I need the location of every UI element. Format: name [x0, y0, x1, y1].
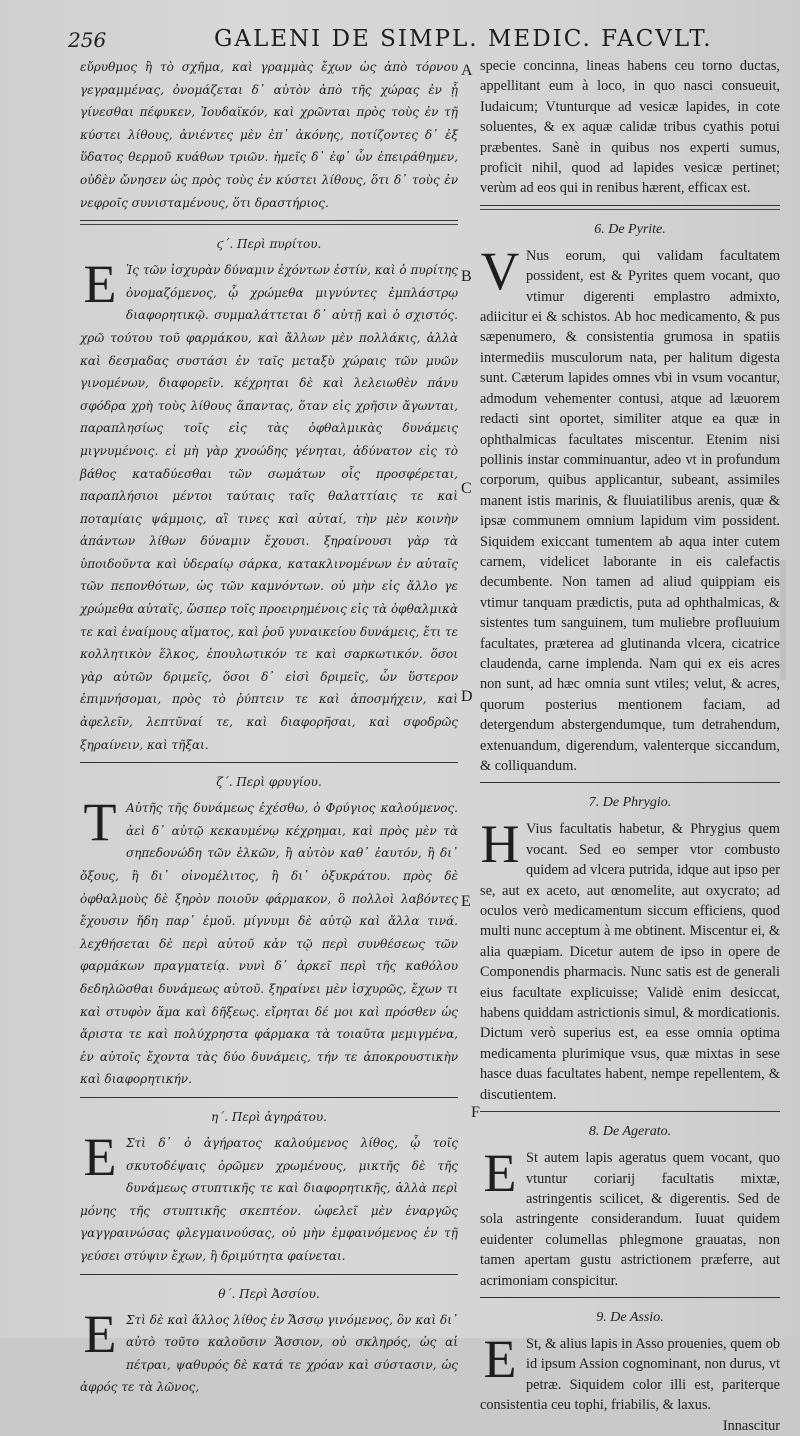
greek-heading-phrygio: ζ΄. Περὶ φρυγίου. — [216, 775, 322, 790]
latin-text-phrygio: Vius facultatis habetur, & Phrygius quem vocant. Sed eo semper vtor combusto quidem ad vlcera putrida, idque aut ipso per se, aut ex aceto, aut œnomelite, aut oxycrato; ad oculos verò medicamentum siccum efficiens, quod multi nunc acceptum à me obtinent. Miscentur ei, & alia quæpiam. Dicetur autem de ipso in opere de Componendis pharmacis. Nunc satis est de generali eius facultate explicuisse; Validè enim desiccat, habens quiddam astrictionis simul, & mordicationis. Dictum verò superius est, ea esse omnia optima medicamenta plurimique vsus, quæ mixtas in sese hasce duas facultates habent, nempe repellentem, & discutientem. — [480, 821, 780, 1103]
section-divider — [480, 205, 780, 206]
greek-heading-assio: θ΄. Περὶ Ἀσσίου. — [218, 1286, 320, 1301]
margin-letter-f: F — [471, 1104, 480, 1121]
greek-text-assio: Στὶ δὲ καὶ ἄλλος λίθος ἐν Ἄσσῳ γινόμενος, ὃν καὶ δι᾽ αὐτὸ τοῦτο καλοῦσιν Ἄσσιον, οὐ σκληρός, ὡς αἱ πέτραι, ψαθυρός δὲ κατά τε χρόαν καὶ σύστασιν, ὡς ἀφρός τε τὰ λῶνος, — [80, 1312, 458, 1395]
latin-heading-agerato: 8. De Agerato. — [588, 1124, 672, 1140]
margin-letter-c: C — [461, 480, 472, 497]
greek-text-phrygio: Αὐτῆς τῆς δυνάμεως ἐχέσθω, ὁ Φρύγιος καλούμενος. ἀεὶ δ᾽ αὐτῷ κεκαυμένῳ κέχρημαι, καὶ πρὸς μὲν τὰ σηπεδονώδη τῶν ἑλκῶν, ἢ αὐτὸν καθ᾽ ἑαυτόν, ἢ δι᾽ ὄξους, ἢ δι᾽ οἰνομέλιτος, ἢ δι᾽ ὀξυκράτου. πρὸς δὲ ὀφθαλμοὺς δὲ ξηρὸν ποιοῦν φάρμακον, ὃ πολλοὶ λαβόντες ἔχουσιν ἤδη παρ᾽ ἐμοῦ. μίγνυμι δὲ αὐτῷ καὶ ἄλλα τινά. λεχθήσεται δὲ περὶ αὐτοῦ κἀν τῷ περὶ συνθέσεως τῶν φαρμάκων πραγματείᾳ. νυνὶ δ᾽ ἀρκεῖ περὶ τῆς καθόλου δεδηλῶσθαι δυνάμεως αὐτοῦ. ξηραίνει μὲν ἰσχυρῶς, ἔχων τι καὶ στυφὸν ἅμα καὶ δῆξεως. εἴρηται δέ μοι καὶ πρόσθεν ὡς ἄριστα τε καὶ πολύχρηστα φάρμακα τὰ τοιαῦτα μεμιγμένα, ἐν αὐτοῖς ἔχοντα τὰς δύο δυνάμεις, τήν τε ἀποκρουστικὴν καὶ διαφορητικήν. — [80, 801, 458, 1087]
latin-section-agerato — [480, 1143, 780, 1291]
greek-section-agerato — [80, 1126, 458, 1268]
section-divider — [480, 1297, 780, 1298]
greek-section-assio — [80, 1303, 458, 1399]
drop-capital: H — [480, 814, 520, 875]
greek-section-pyrite — [80, 254, 458, 756]
latin-section-pyrite — [480, 240, 780, 777]
drop-capital: Ε — [83, 254, 117, 315]
greek-intro: εὔρυθμος ἢ τὸ σχῆμα, καὶ γραμμὰς ἔχων ὡς ἀπὸ τόρνου γεγραμμένας, ὀνομάζεται δ᾽ αὐτὸν ἀπὸ τῆς χώρας ἐν ᾗ γίνεσθαι πέφυκεν, Ἰουδαϊκόν, καὶ χρῶνται πρὸς τοὺς ἐν τῇ κύστει λίθους, ἀνιέντες μὲν ἐπ᾽ ἀκόνης, ποτίζοντες δ᾽ ἐξ ὕδατος θερμοῦ κυάθων τριῶν. ἡμεῖς δ᾽ ἐφ᾽ ὧν ἐπειράθημεν, οὐδὲν ὤνησεν ὡς πρὸς τοὺς ἐν κύστει λίθους, ὅτι δ᾽ τοὺς ἐν νεφροῖς συνισταμένους, ὅτι δραστήριος. — [80, 60, 458, 210]
latin-section-assio — [480, 1328, 780, 1416]
section-divider — [80, 224, 458, 225]
latin-heading-assio: 9. De Assio. — [596, 1309, 664, 1325]
greek-heading-pyrite: ϛ΄. Περὶ πυρίτου. — [216, 237, 322, 252]
greek-heading-agerato: η΄. Περὶ ἀγηράτου. — [211, 1109, 327, 1124]
latin-text-agerato: St autem lapis ageratus quem vocant, quo vtuntur coriarij facultatis mixtæ, astringentis scilicet, & digerentis. Sed de sola astringente considerandum. Iuuat quidem euidenter columellas phlegmone grauatas, non tamen apertam gustu astrictionem præferre, aut acrimoniam conspicitur. — [480, 1150, 780, 1289]
section-divider — [480, 782, 780, 783]
section-divider — [80, 1097, 458, 1098]
greek-text-pyrite: Ἰς τῶν ἰσχυρὰν δύναμιν ἐχόντων ἐστίν, καὶ ὁ πυρίτης ὀνομαζόμενος, ᾧ χρώμεθα μιγνύντες ἐμπλάστρῳ διαφορητικῷ. συμμαλάττεται δ᾽ αὐτῇ καὶ ὁ σχιστός. χρῶ τούτου τοῦ φαρμάκου, καὶ ἄλλων μὲν πολλάκις, ἀλλὰ καὶ δεσμαδας συστάσι ἐν ταῖς μεταξὺ χώραις τῶν μυῶν γινομένων, διαφορεῖν. κέχρηται δὲ καὶ λελειωθὲν πάνυ σφόδρα χρὴ τοὺς λίθους ἅπαντας, ὅταν εἰς χρῆσιν ἄγωνται, παραπλησίως τοῖς εἰς τὰς ὀφθαλμικὰς δυνάμεις μιγνυμένοις. εἰ μὴ γὰρ χνοώδης γένηται, ἀδύνατον εἰς τὸ βάθος καταδύεσθαι τῶν σωμάτων οἷς προσφέρεται, παραπλήσιοι μέντοι ταύταις ταῖς θαλαττίαις τε καὶ ποταμίαις ψάμμοις, αἳ τινες καὶ αὐταί, τὴν μὲν κοινὴν ἁπάντων λίθων δύναμιν ἔχουσι. ξηραίνουσι γὰρ τὰ ὑποιδοῦντα καὶ ὑδεραίῳ σάρκα, κατακλινομένων ἐν αὐταῖς τῶν πεπονθότων, ὡς τῶν καμνόντων. οὐ μὴν εἰς ἄλλο γε χρώμεθα αὐταῖς, ὥσπερ τοῖς προειρημένοις εἰς τὰ ὀφθαλμικὰ τε καὶ ἐναίμους αἵματος, καὶ ῥοῦ γυναικείου δυνάμεις, ἔτι τε κολλητικὸν ἕλκος, ἐπουλωτικόν τε καὶ σαρκωτικόν. ὅσοι γὰρ αὐτῶν δριμεῖς, ὅσοι δ᾽ εἰσὶ δριμεῖς, ὧν ὕστερον ἐπιμνήσομαι, πρὸς τὸ ῥύπτειν τε καὶ ἀποσμήχειν, καὶ ἀφελεῖν, λεπτῦναί τε, καὶ διαφορῆσαι, καὶ σφοδρῶς ξηραίνειν, καὶ τῆξαι. — [80, 263, 458, 752]
drop-capital: Ε — [83, 1126, 117, 1187]
drop-capital: Ε — [83, 1303, 117, 1364]
margin-letter-b: B — [461, 268, 472, 285]
latin-text-pyrite: Nus eorum, qui validam facultatem possident, est & Pyrites quem vocant, quo vtimur digerenti emplastro admixto, adiicitur ei & schistos. Ab hoc medicamento, & pus sæpenumero, & consistentia grumosa in spatiis intermediis musculorum nata, per halitum digesta sunt. Cæterum lapides omnes vbi in vsum vocantur, admodum vehementer contusi, atque ad læuorem redacti sint oportet, similiter atque ea quæ in ophthalmicas facultates miscentur. Etenim nisi pollinis instar comminuantur, adeo vt in profundum corporum, quibus applicantur, subeant, assimiles manent istis marinis, & fluuiatilibus arenis, quæ & ipsæ communem omnium lapidum vim possident. Siquidem exiccant tumentem ab aqua inter cutem carnem, videlicet laborante in eis calefactis decumbente. Non tamen ad aliud quippiam eis vtimur tanquam prædictis, puta ad ophthalmicas, & sistentes tum sanguinem, tum muliebre profluuium facultates, præterea ad glutinanda vlcera, cicatrice claudenda, carne implenda. Nam qui ex eis acres non sunt, ad hæc omnia sunt vtiles; velut, & acres, quorum posterius mentionem faciam, ad detergendum abstergendumque, tum detrahendum, extenuandum, digerendum, valenterque siccandum, & colliquandum. — [480, 247, 780, 774]
greek-text-agerato: Στὶ δ᾽ ὁ ἀγήρατος καλούμενος λίθος, ᾧ τοῖς σκυτοδέψαις ὁρῶμεν χρωμένους, μικτῆς δὲ τῆς δυνάμεως στυπτικῆς τε καὶ διαφορητικῆς, ἀλλὰ περὶ μόνης τῆς στυπτικῆς σκεπτέον. ὠφελεῖ μὲν ἐναργῶς γαγγραινώσας φλεγμαινούσας, οὐ μὴν ἐμφαινόμενος ἐν τῇ γεύσει στύψιν ἔχων, ἢ δριμύτητα φαίνεται. — [80, 1135, 458, 1263]
page-number: 256 — [68, 28, 107, 52]
margin-letter-a: A — [461, 62, 473, 79]
greek-section-phrygio — [80, 792, 458, 1091]
section-divider — [80, 762, 458, 763]
section-divider — [80, 220, 458, 221]
drop-capital: E — [483, 1143, 517, 1204]
page-edge-shadow — [780, 560, 786, 680]
catchword: Innascitur — [722, 1417, 780, 1434]
section-divider — [480, 209, 780, 210]
latin-column — [480, 56, 780, 1436]
latin-text-assio: St, & alius lapis in Asso prouenies, quem ob id ipsum Assion cognominant, non durus, vt petræ. Siquidem color illi est, pariterque consistentia ceu tophi, friabilis, & laxus. — [480, 1335, 780, 1414]
margin-letter-e: E — [461, 893, 471, 910]
drop-capital: E — [483, 1328, 517, 1389]
page-header — [62, 22, 782, 54]
latin-intro: specie concinna, lineas habens ceu torno ductas, appellitant eum à loco, in quo nasci consueuit, Iudaicum; Vtunturque ad vesicæ lapides, in cote soluentes, & ex aquæ calidæ tribus cyathis potui præbentes. Sanè in quibus nos experti sumus, proficit nihil, quod ad lapides vesicæ pertinet; verùm ad eos qui in renibus hærent, efficax est. — [480, 58, 780, 197]
section-divider — [480, 1111, 780, 1112]
drop-capital: Τ — [83, 792, 117, 853]
latin-heading-pyrite: 6. De Pyrite. — [594, 221, 666, 237]
section-divider — [80, 1274, 458, 1275]
drop-capital: V — [480, 240, 520, 301]
latin-heading-phrygio: 7. De Phrygio. — [588, 795, 672, 811]
latin-section-phrygio — [480, 814, 780, 1105]
greek-column — [80, 56, 458, 1399]
margin-letter-d: D — [461, 688, 473, 705]
running-title: GALENI DE SIMPL. MEDIC. FACVLT. — [214, 26, 713, 52]
